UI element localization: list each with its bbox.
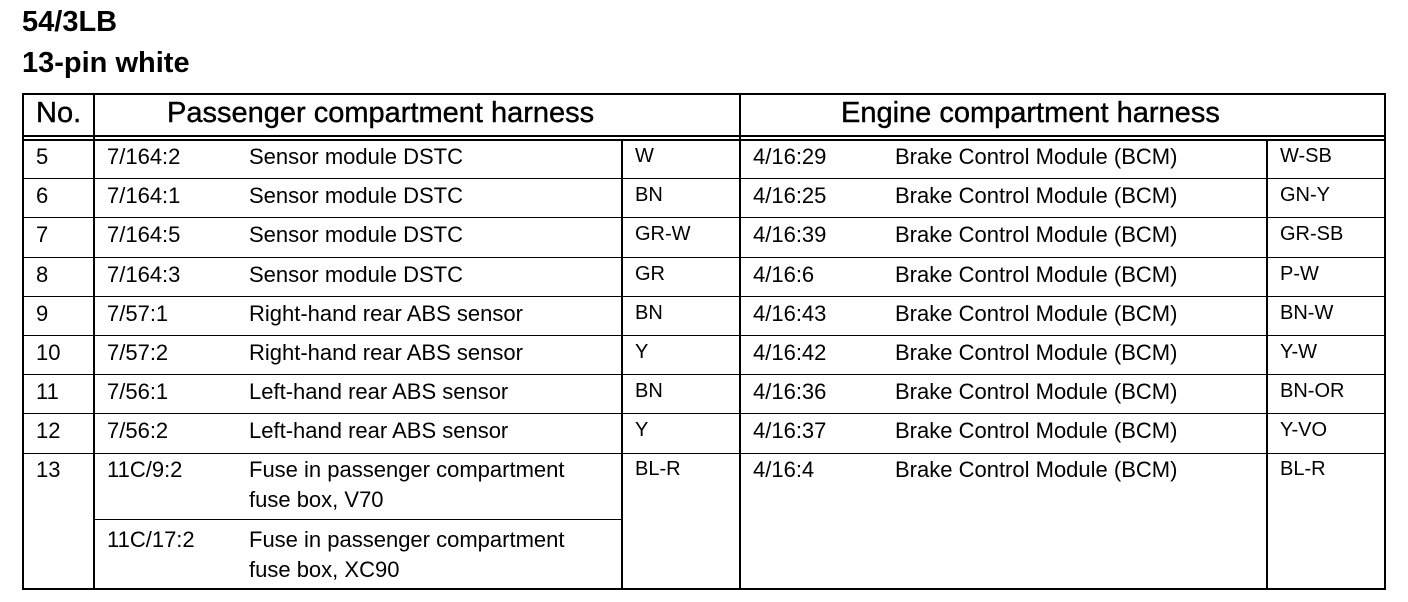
passenger-color: GR — [635, 263, 665, 285]
passenger-desc: Fuse in passenger compartment — [249, 457, 565, 482]
passenger-desc: Right-hand rear ABS sensor — [249, 301, 523, 326]
passenger-desc: Sensor module DSTC — [249, 262, 463, 287]
passenger-pin: 11C/9:2 — [107, 457, 183, 482]
passenger-desc: Left-hand rear ABS sensor — [249, 379, 509, 404]
engine-desc: Brake Control Module (BCM) — [895, 183, 1178, 208]
header-engine: Engine compartment harness — [841, 97, 1220, 129]
passenger-color: GR-W — [635, 223, 691, 245]
row-divider — [22, 257, 1386, 258]
engine-pin: 4/16:4 — [753, 457, 815, 482]
engine-desc: Brake Control Module (BCM) — [895, 418, 1178, 443]
engine-color: BN-OR — [1280, 380, 1345, 402]
engine-pin: 4/16:36 — [753, 379, 827, 404]
passenger-desc: Sensor module DSTC — [249, 183, 463, 208]
passenger-pin: 11C/17:2 — [107, 527, 195, 552]
engine-desc: Brake Control Module (BCM) — [895, 262, 1178, 287]
row-no: 13 — [36, 457, 61, 482]
passenger-pin: 7/57:2 — [107, 340, 169, 365]
engine-pin: 4/16:39 — [753, 222, 827, 247]
harness-table — [22, 93, 1386, 590]
row-no: 5 — [36, 144, 49, 169]
engine-desc: Brake Control Module (BCM) — [895, 457, 1178, 482]
passenger-color: BL-R — [635, 458, 681, 480]
row-divider — [22, 178, 1386, 179]
sub-row-divider — [94, 519, 621, 520]
engine-pin: 4/16:43 — [753, 301, 827, 326]
col-divider-passenger-color — [621, 139, 623, 590]
passenger-color: BN — [635, 184, 663, 206]
engine-color: Y-VO — [1280, 419, 1328, 441]
passenger-color: BN — [635, 380, 663, 402]
engine-desc: Brake Control Module (BCM) — [895, 301, 1178, 326]
row-no: 11 — [36, 379, 59, 404]
connector-subtitle: 13-pin white — [22, 47, 190, 79]
row-no: 7 — [36, 222, 49, 247]
passenger-pin: 7/56:1 — [107, 379, 169, 404]
engine-color: BL-R — [1280, 458, 1326, 480]
engine-pin: 4/16:37 — [753, 418, 827, 443]
col-divider-engine-color — [1266, 139, 1268, 590]
engine-desc: Brake Control Module (BCM) — [895, 379, 1178, 404]
row-divider — [22, 374, 1386, 375]
row-divider — [22, 217, 1386, 218]
passenger-color: W — [635, 145, 654, 167]
engine-pin: 4/16:29 — [753, 144, 827, 169]
col-divider-no — [93, 93, 95, 590]
passenger-color: Y — [635, 419, 649, 441]
passenger-desc: Sensor module DSTC — [249, 222, 463, 247]
passenger-color: BN — [635, 302, 663, 324]
header-divider-second — [22, 139, 1386, 141]
engine-color: P-W — [1280, 263, 1319, 285]
passenger-pin: 7/164:1 — [107, 183, 181, 208]
row-divider — [22, 453, 1386, 454]
row-no: 10 — [36, 340, 61, 365]
row-no: 6 — [36, 183, 49, 208]
passenger-pin: 7/164:2 — [107, 144, 181, 169]
engine-desc: Brake Control Module (BCM) — [895, 222, 1178, 247]
row-divider — [22, 296, 1386, 297]
engine-pin: 4/16:6 — [753, 262, 815, 287]
passenger-desc-line2: fuse box, XC90 — [249, 557, 400, 582]
row-no: 9 — [36, 301, 49, 326]
engine-desc: Brake Control Module (BCM) — [895, 340, 1178, 365]
engine-color: BN-W — [1280, 302, 1334, 324]
passenger-color: Y — [635, 341, 649, 363]
row-divider — [22, 413, 1386, 414]
passenger-pin: 7/57:1 — [107, 301, 169, 326]
row-divider — [22, 335, 1386, 336]
header-passenger: Passenger compartment harness — [167, 97, 595, 129]
passenger-desc: Fuse in passenger compartment — [249, 527, 565, 552]
passenger-pin: 7/56:2 — [107, 418, 169, 443]
row-no: 12 — [36, 418, 61, 443]
passenger-desc: Left-hand rear ABS sensor — [249, 418, 509, 443]
col-divider-harness — [739, 93, 741, 590]
passenger-desc-line2: fuse box, V70 — [249, 487, 384, 512]
header-no: No. — [36, 97, 82, 129]
passenger-pin: 7/164:3 — [107, 262, 181, 287]
passenger-desc: Right-hand rear ABS sensor — [249, 340, 523, 365]
engine-color: GR-SB — [1280, 223, 1344, 245]
engine-pin: 4/16:25 — [753, 183, 827, 208]
connector-title: 54/3LB — [22, 6, 118, 38]
engine-color: GN-Y — [1280, 184, 1330, 206]
row-no: 8 — [36, 262, 49, 287]
engine-pin: 4/16:42 — [753, 340, 827, 365]
passenger-pin: 7/164:5 — [107, 222, 181, 247]
header-divider — [22, 135, 1386, 137]
passenger-desc: Sensor module DSTC — [249, 144, 463, 169]
engine-desc: Brake Control Module (BCM) — [895, 144, 1178, 169]
engine-color: Y-W — [1280, 341, 1318, 363]
engine-color: W-SB — [1280, 145, 1332, 167]
